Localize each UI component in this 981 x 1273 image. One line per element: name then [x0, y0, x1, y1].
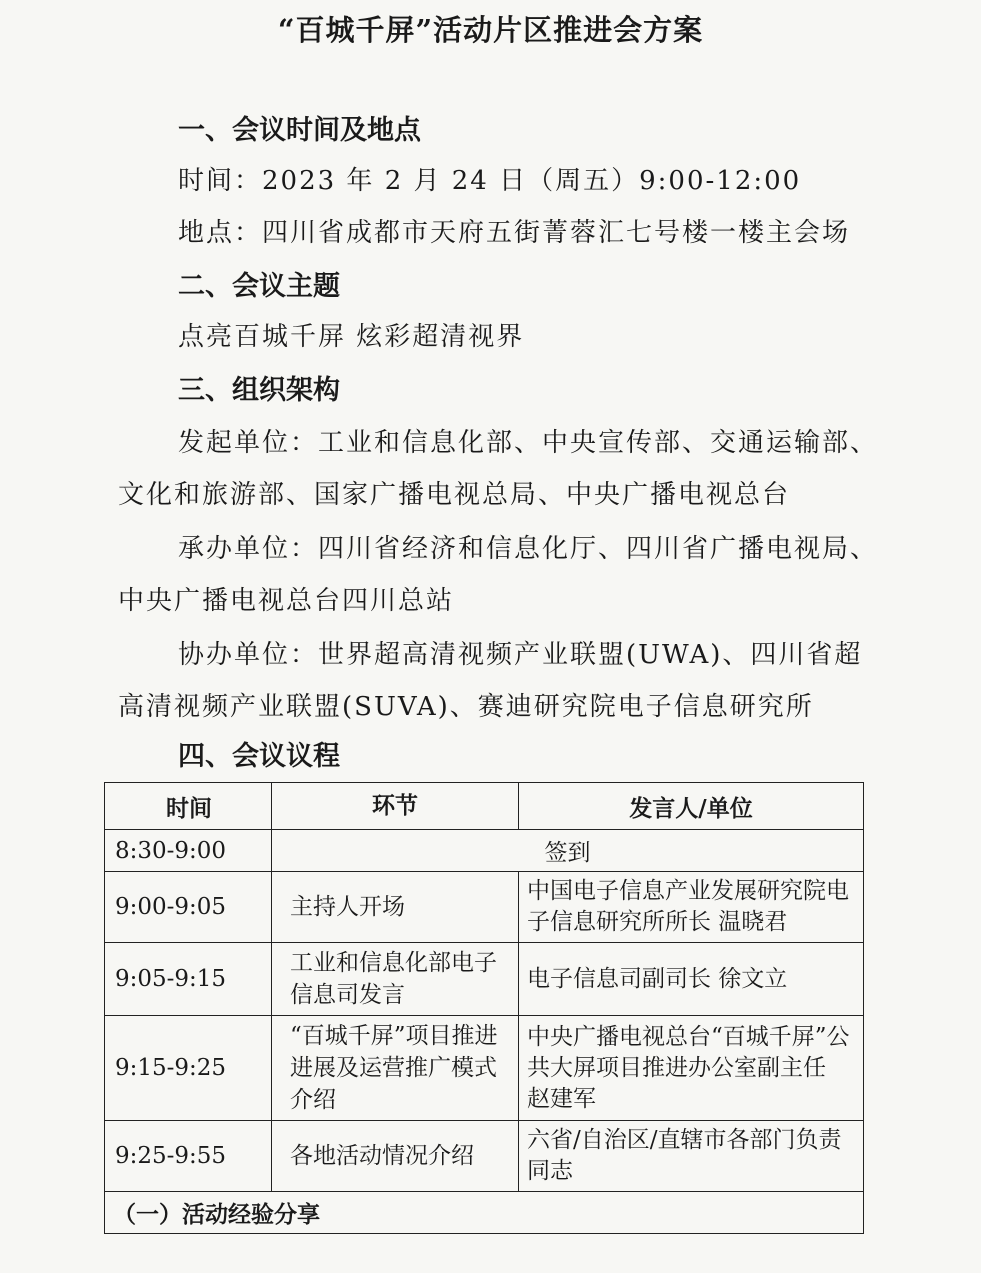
- header-item: 环节: [272, 783, 519, 830]
- meeting-place: 地点：四川省成都市天府五街菁蓉汇七号楼一楼主会场: [178, 218, 851, 248]
- row-speaker: 电子信息司副司长 徐文立: [519, 943, 864, 1016]
- row-speaker: 六省/自治区/直辖市各部门负责同志: [519, 1121, 864, 1192]
- agenda-header-row: [105, 783, 864, 830]
- meeting-time: 时间：2023 年 2 月 24 日（周五）9:00-12:00: [178, 166, 802, 196]
- organizers-line-2: 中央广播电视总台四川总站: [118, 586, 455, 616]
- agenda-table: [104, 782, 864, 1234]
- row-time: 8:30-9:00: [105, 830, 272, 872]
- section-heading-time-place: 一、会议时间及地点: [178, 115, 421, 146]
- table-row: [105, 1121, 864, 1192]
- row-time: 9:05-9:15: [105, 943, 272, 1016]
- row-time: 9:25-9:55: [105, 1121, 272, 1192]
- section-heading-theme: 二、会议主题: [178, 271, 340, 302]
- co-organizers-line-2: 高清视频产业联盟(SUVA)、赛迪研究院电子信息研究所: [118, 692, 814, 722]
- organizers-line-1: 承办单位：四川省经济和信息化厅、四川省广播电视局、: [178, 534, 879, 564]
- row-item: 签到: [272, 830, 864, 872]
- meeting-theme: 点亮百城千屏 炫彩超清视界: [178, 322, 525, 352]
- row-item: 各地活动情况介绍: [272, 1121, 519, 1192]
- table-row: [105, 1016, 864, 1121]
- row-speaker: 中央广播电视总台“百城千屏”公共大屏项目推进办公室副主任 赵建军: [519, 1016, 864, 1121]
- initiators-line-2: 文化和旅游部、国家广播电视总局、中央广播电视总台: [118, 480, 791, 510]
- row-item: 主持人开场: [272, 872, 519, 943]
- row-time: 9:15-9:25: [105, 1016, 272, 1121]
- table-row: [105, 830, 864, 872]
- document-title: “百城千屏”活动片区推进会方案: [277, 13, 704, 47]
- table-row: [105, 943, 864, 1016]
- section-heading-organization: 三、组织架构: [178, 375, 340, 406]
- co-organizers-line-1: 协办单位：世界超高清视频产业联盟(UWA)、四川省超: [178, 640, 863, 670]
- row-speaker: 中国电子信息产业发展研究院电子信息研究所所长 温晓君: [519, 872, 864, 943]
- table-row: [105, 872, 864, 943]
- header-speaker: 发言人/单位: [519, 783, 864, 830]
- initiators-line-1: 发起单位：工业和信息化部、中央宣传部、交通运输部、: [178, 428, 879, 458]
- row-item: “百城千屏”项目推进进展及运营推广模式介绍: [272, 1016, 519, 1121]
- header-time: 时间: [105, 783, 272, 830]
- table-section-row: [105, 1192, 864, 1234]
- row-item: 工业和信息化部电子信息司发言: [272, 943, 519, 1016]
- section-row-label: （一）活动经验分享: [105, 1192, 864, 1234]
- row-time: 9:00-9:05: [105, 872, 272, 943]
- section-heading-agenda: 四、会议议程: [178, 741, 340, 772]
